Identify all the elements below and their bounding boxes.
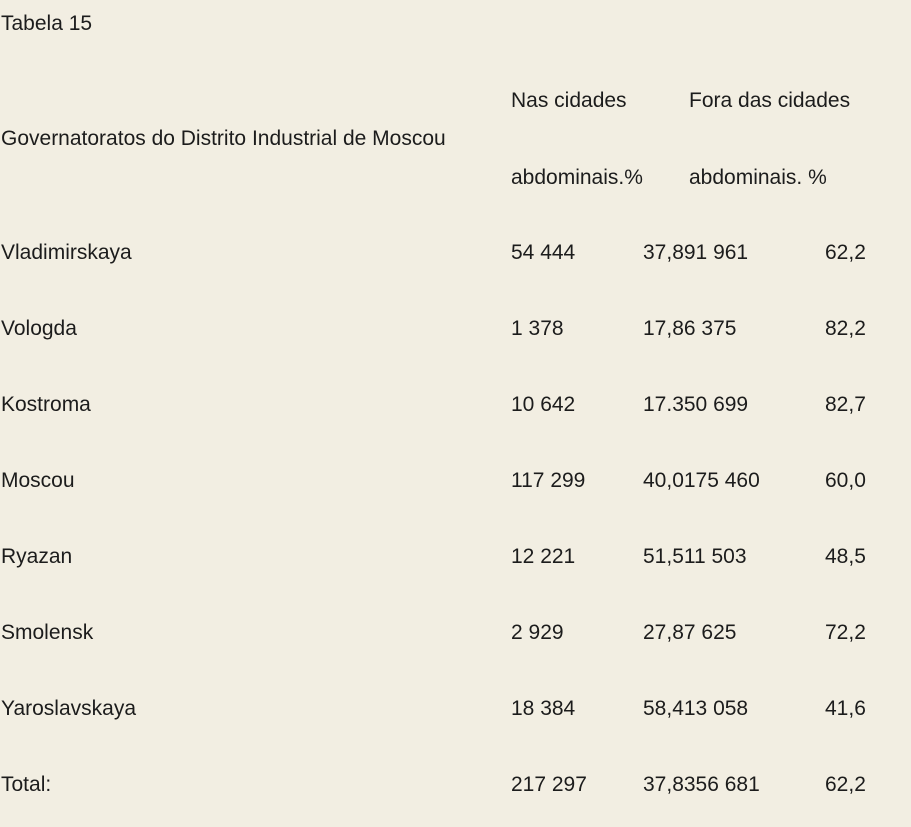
row-percent: 41,6 bbox=[825, 697, 866, 720]
table-row bbox=[0, 469, 911, 493]
row-name: Total: bbox=[1, 773, 52, 796]
header-outside-cities-sub: abdominais. % bbox=[689, 166, 827, 189]
row-percent: 82,7 bbox=[825, 393, 866, 416]
row-outside-cities: 40,0175 460 bbox=[643, 469, 760, 492]
row-in-cities: 10 642 bbox=[511, 393, 576, 416]
row-in-cities: 54 444 bbox=[511, 241, 576, 264]
row-percent: 62,2 bbox=[825, 241, 866, 264]
row-outside-cities: 58,413 058 bbox=[643, 697, 749, 720]
table-row bbox=[0, 697, 911, 721]
table-row bbox=[0, 545, 911, 569]
row-name: Yaroslavskaya bbox=[1, 697, 137, 720]
table-caption: Tabela 15 bbox=[1, 12, 93, 35]
row-percent: 62,2 bbox=[825, 773, 866, 796]
table-row bbox=[0, 317, 911, 341]
header-in-cities-sub: abdominais.% bbox=[511, 166, 643, 189]
row-name: Vologda bbox=[1, 317, 77, 340]
table-row bbox=[0, 621, 911, 645]
row-outside-cities: 17.350 699 bbox=[643, 393, 749, 416]
row-outside-cities: 37,891 961 bbox=[643, 241, 749, 264]
header-in-cities: Nas cidades bbox=[511, 89, 627, 112]
row-name: Kostroma bbox=[1, 393, 91, 416]
row-in-cities: 117 299 bbox=[511, 469, 586, 492]
row-name: Ryazan bbox=[1, 545, 73, 568]
row-percent: 72,2 bbox=[825, 621, 866, 644]
row-in-cities: 12 221 bbox=[511, 545, 576, 568]
row-in-cities: 18 384 bbox=[511, 697, 576, 720]
row-outside-cities: 17,86 375 bbox=[643, 317, 737, 340]
row-percent: 48,5 bbox=[825, 545, 866, 568]
header-outside-cities: Fora das cidades bbox=[689, 89, 851, 112]
table-row bbox=[0, 241, 911, 265]
row-percent: 82,2 bbox=[825, 317, 866, 340]
table-row-total bbox=[0, 773, 911, 797]
row-name: Moscou bbox=[1, 469, 75, 492]
row-outside-cities: 27,87 625 bbox=[643, 621, 737, 644]
row-outside-cities: 51,511 503 bbox=[643, 545, 747, 568]
row-outside-cities: 37,8356 681 bbox=[643, 773, 760, 796]
header-governorates: Governatoratos do Distrito Industrial de Moscou bbox=[1, 127, 446, 150]
row-name: Vladimirskaya bbox=[1, 241, 132, 264]
row-in-cities: 2 929 bbox=[511, 621, 564, 644]
row-name: Smolensk bbox=[1, 621, 94, 644]
row-in-cities: 217 297 bbox=[511, 773, 587, 796]
row-percent: 60,0 bbox=[825, 469, 866, 492]
row-in-cities: 1 378 bbox=[511, 317, 564, 340]
table-row bbox=[0, 393, 911, 417]
